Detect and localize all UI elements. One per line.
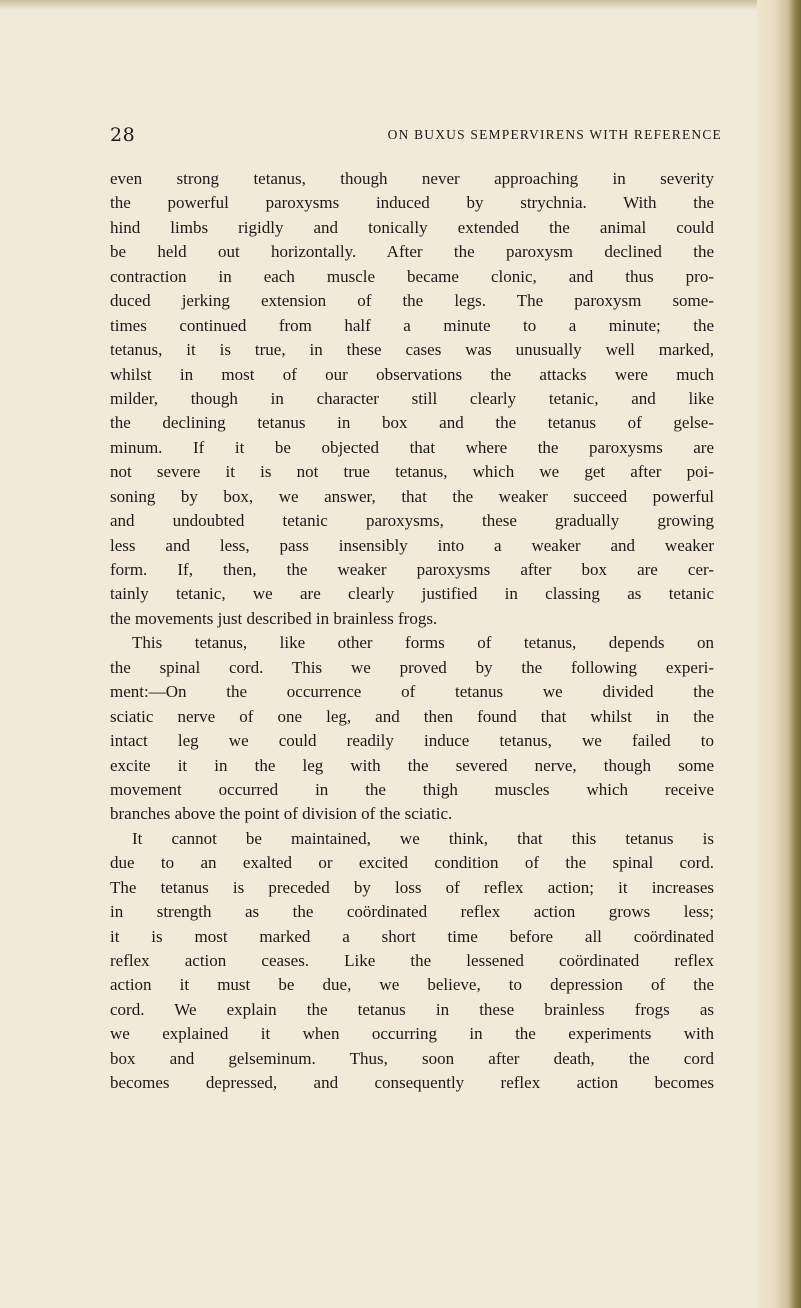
text-line: the movements just described in brainless frogs. (110, 608, 438, 628)
text-line: This tetanus, like other forms of tetanus, depends on (132, 633, 714, 653)
text-line: we explained it when occurring in the experiments with (110, 1024, 714, 1044)
text-line: minum. If it be objected that where the paroxysms are (110, 437, 714, 457)
text-line: box and gelseminum. Thus, soon after death, the cord (110, 1048, 714, 1068)
text-line: the declining tetanus in box and the tetanus of gelse- (110, 413, 714, 433)
text-line: tetanus, it is true, in these cases was unusually well marked, (110, 340, 714, 360)
text-line: even strong tetanus, though never approaching in severity (110, 169, 714, 188)
text-line: The tetanus is preceded by loss of reflex action; it increases (110, 877, 714, 897)
text-line: times continued from half a minute to a minute; the (110, 315, 714, 335)
text-line: the spinal cord. This we proved by the following experi- (110, 657, 714, 677)
text-line: whilst in most of our observations the attacks were much (110, 364, 714, 384)
text-line: intact leg we could readily induce tetanus, we failed to (110, 731, 714, 751)
page-binding-edge (757, 0, 801, 1308)
text-line: excite it in the leg with the severed nerve, though some (110, 755, 714, 775)
text-line: due to an exalted or excited condition of the spinal cord. (110, 853, 714, 873)
text-line: soning by box, we answer, that the weaker succeed powerful (110, 486, 714, 506)
text-line: in strength as the coördinated reflex action grows less; (110, 902, 714, 922)
text-line: be held out horizontally. After the paroxysm declined the (110, 242, 714, 262)
text-line: it is most marked a short time before all coördinated (110, 926, 714, 946)
text-line: milder, though in character still clearly tetanic, and like (110, 388, 714, 408)
text-line: hind limbs rigidly and tonically extended the animal could (110, 217, 714, 237)
text-line: reflex action ceases. Like the lessened coördinated reflex (110, 951, 714, 970)
text-line: form. If, then, the weaker paroxysms after box are cer- (110, 560, 714, 579)
text-line: contraction in each muscle became clonic, and thus pro- (110, 266, 714, 286)
text-line: not severe it is not true tetanus, which we get after poi- (110, 462, 714, 482)
text-line: becomes depressed, and consequently reflex action becomes (110, 1073, 714, 1093)
text-line: less and less, pass insensibly into a weaker and weaker (110, 535, 714, 555)
body-text (110, 167, 714, 1096)
text-line: tainly tetanic, we are clearly justified in classing as tetanic (110, 584, 714, 604)
page-number: 28 (110, 124, 136, 146)
text-line: and undoubted tetanic paroxysms, these gradually growing (110, 511, 714, 531)
text-line: cord. We explain the tetanus in these brainless frogs as (110, 999, 714, 1019)
page-header (110, 124, 722, 146)
text-line: duced jerking extension of the legs. The paroxysm some- (110, 291, 714, 311)
text-line: ment:—On the occurrence of tetanus we divided the (110, 682, 714, 702)
text-line: sciatic nerve of one leg, and then found that whilst in the (110, 706, 714, 726)
text-line: action it must be due, we believe, to depression of the (110, 975, 714, 995)
text-line: movement occurred in the thigh muscles which receive (110, 779, 714, 799)
running-head: ON BUXUS SEMPERVIRENS WITH REFERENCE (387, 127, 722, 142)
text-line: the powerful paroxysms induced by strychnia. With the (110, 193, 714, 213)
text-line: It cannot be maintained, we think, that this tetanus is (132, 828, 714, 848)
page-top-shadow (0, 0, 801, 10)
text-line: branches above the point of division of the sciatic. (110, 804, 453, 824)
